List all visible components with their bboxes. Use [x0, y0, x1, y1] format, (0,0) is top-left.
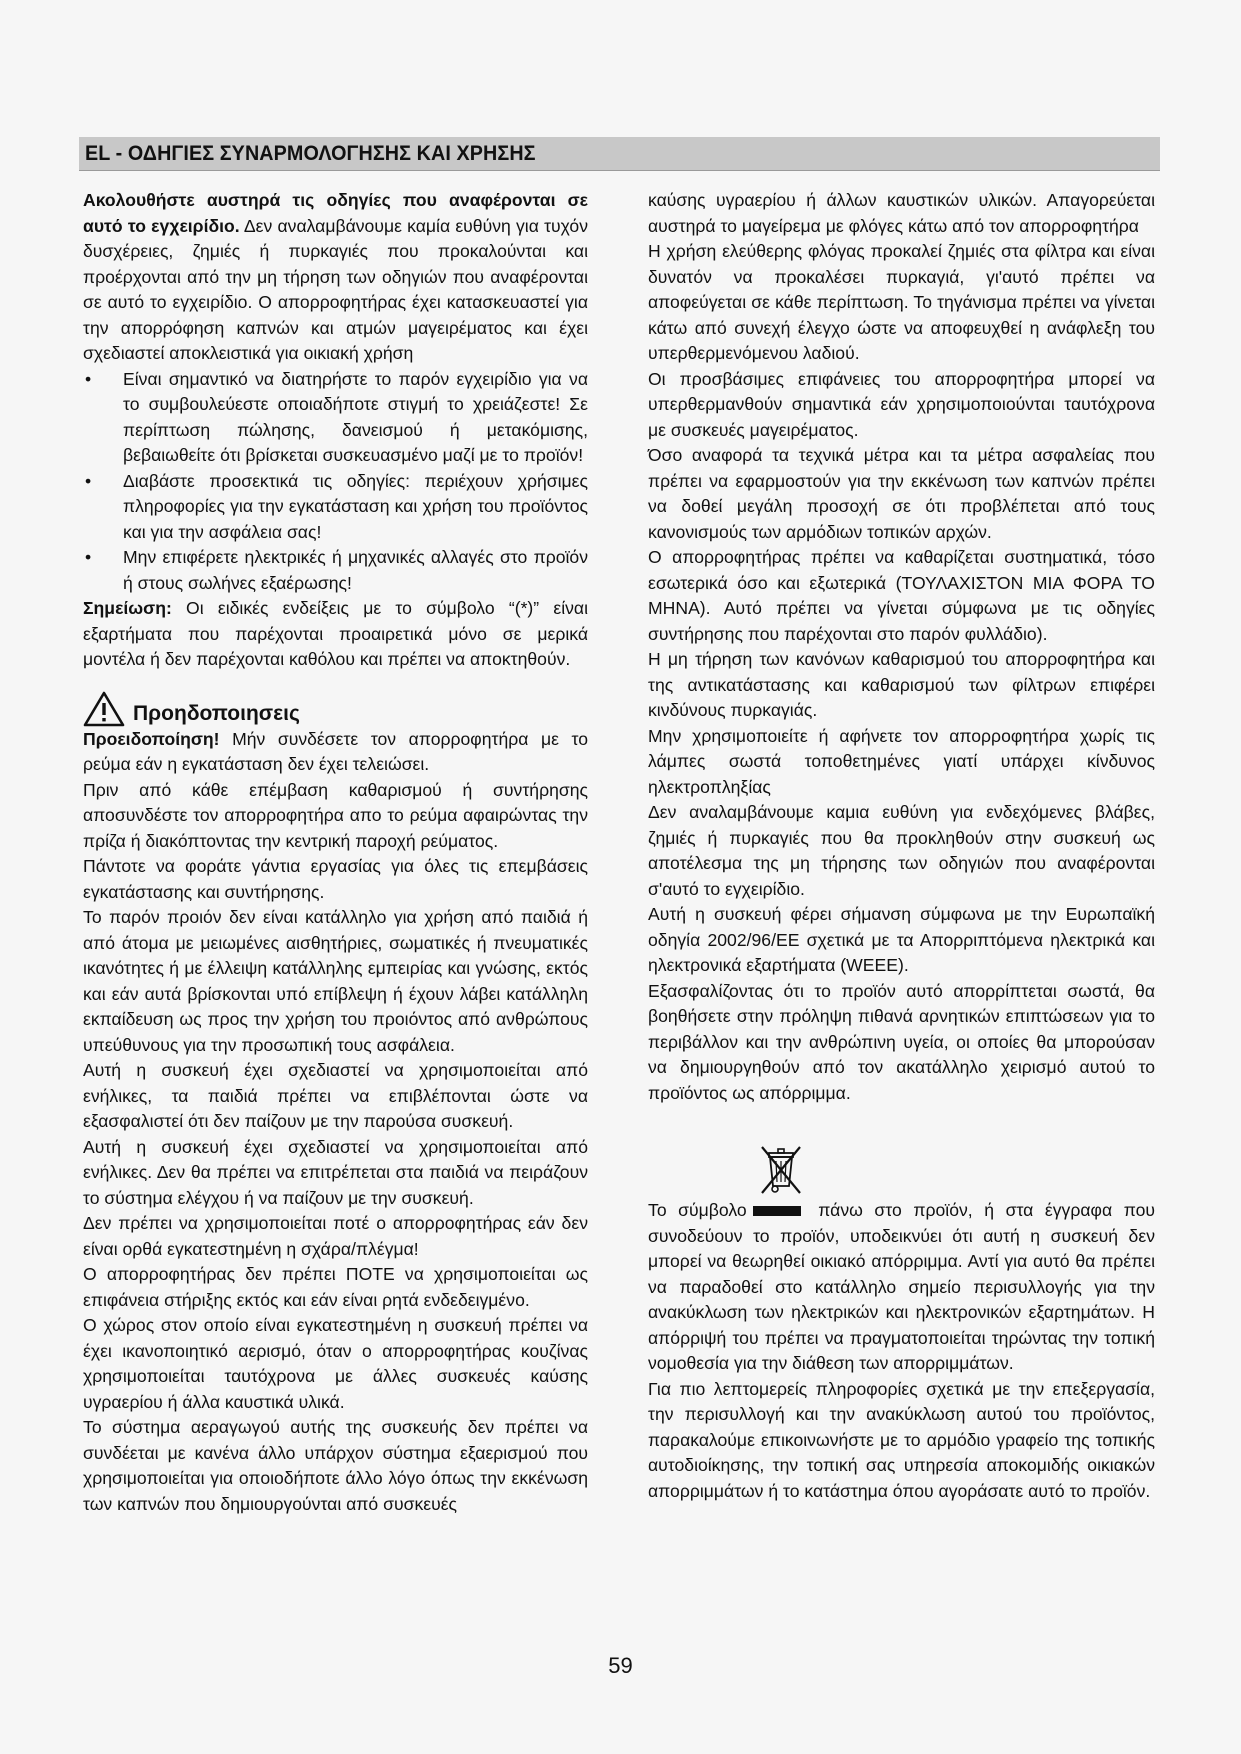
- note-text: Οι ειδικές ενδείξεις με το σύμβολο “(*)” είναι εξαρτήματα που παρέχονται προαιρετικά μόνο σε μερικά μοντέλα ή δεν παρέχονται καθόλου και πρέπει να αποκτηθούν.: [83, 598, 588, 669]
- note-paragraph: [83, 596, 588, 673]
- right-paragraph: Οι προσβάσιμες επιφάνειες του απορροφητήρα μπορεί να υπερθερμανθούν σημαντικά εάν χρησιμοποιούνται ταυτόχρονα με συσκευές μαγειρέματος.: [648, 368, 1155, 440]
- bullet-list: [83, 367, 588, 597]
- section-title: EL - ΟΔΗΓΙΕΣ ΣΥΝΑΡΜΟΛΟΓΗΣΗΣ ΚΑΙ ΧΡΗΣΗΣ: [85, 142, 536, 165]
- warnings-heading: [83, 687, 588, 727]
- right-paragraph: Η μη τήρηση των κανόνων καθαρισμού του απορροφητήρα και της αντικατάστασης και καθαρισμού των φίλτρων επιφέρει κινδύνους πυρκαγιάς.: [648, 649, 1155, 720]
- left-paragraph: Αυτή η συσκευή έχει σχεδιαστεί να χρησιμοποιείται από ενήλικες. Δεν θα πρέπει να επιτρέπεται στα παιδιά να πειράζουν το σύστημα ελέγχου ή να παίζουν με την συσκευή.: [83, 1136, 588, 1208]
- bullet-icon: •: [85, 368, 92, 389]
- symbol-text-before: Το σύμβολο: [648, 1200, 747, 1220]
- intro-paragraph: [83, 188, 588, 367]
- left-paragraph: Το σύστημα αεραγωγού αυτής της συσκευής δεν πρέπει να συνδέεται με κανένα άλλο υπάρχον σύστημα εξαερισμού που χρησιμοποιείται για οποιοδήποτε άλλο λόγο όπως την εκκένωση των καπνών που δημιουργούνται από συσκευές: [83, 1417, 588, 1514]
- left-paragraph: Ο χώρος στον οποίο είναι εγκατεστημένη η συσκευή πρέπει να έχει ικανοποιητικό αερισμό, όταν ο απορροφητήρας κουζίνας χρησιμοποιείται ταυτόχρονα με άλλες συσκευές καύσης υγραερίου ή άλλα καυστικά υλικά.: [83, 1315, 588, 1412]
- list-item: [83, 367, 588, 469]
- right-column: [648, 188, 1155, 1504]
- list-item: [83, 545, 588, 596]
- right-paragraph: Ο απορροφητήρας πρέπει να καθαρίζεται συστηματικά, τόσο εσωτερικά όσο και εξωτερικά (ΤΟΥΛΑΧΙΣΤΟΝ ΜΙΑ ΦΟΡΑ ΤΟ ΜΗΝΑ). Αυτό πρέπει να γίνεται σύμφωνα με τις οδηγίες συντήρησης που παρέχονται στο παρόν φυλλάδιο).: [648, 547, 1155, 644]
- bullet-icon: •: [85, 547, 92, 567]
- left-paragraph: Ο απορροφητήρας δεν πρέπει ΠΟΤΕ να χρησιμοποιείται ως επιφάνεια στήριξης εκτός και εάν είναι ρητά ενδεδειγμένο.: [83, 1264, 588, 1310]
- right-paragraph: Η χρήση ελεύθερης φλόγας προκαλεί ζημιές στα φίλτρα και είναι δυνατόν να προκαλέσει πυρκαγιά, γι'αυτό πρέπει να αποφεύγεται σε κάθε περίπτωση. Το τηγάνισμα πρέπει να γίνεται κάτω από συνεχή έλεγχο ώστε να αποφευχθεί η ανάφλεξη του υπερθερμενόμενου λαδιού.: [648, 241, 1155, 363]
- bullet-text: Είναι σημαντικό να διατηρήστε το παρόν εγχειρίδιο για να το συμβουλεύεστε οποιαδήποτε στιγμή το χρειάζεστε! Σε περίπτωση πώλησης, δανεισμού ή μετακόμισης, βεβαιωθείτε ότι βρίσκεται συσκευασμένο μαζί με το προϊόν!: [123, 368, 588, 465]
- bullet-text: Διαβάστε προσεκτικά τις οδηγίες: περιέχουν χρήσιμες πληροφορίες για την εγκατάσταση και χρήση του προϊόντος και για την ασφάλεια σας!: [123, 470, 588, 542]
- bullet-icon: •: [85, 470, 92, 491]
- right-paragraph: Δεν αναλαμβάνουμε καμια ευθύνη για ενδεχόμενες βλάβες, ζημιές ή πυρκαγιές που θα προκληθούν στην συσκευή ως αποτέλεσμα της μη τήρησης των οδηγιών που αναφέρονται σ'αυτό το εγχειρίδιο.: [648, 802, 1155, 899]
- symbol-text-after: πάνω στο προϊόν, ή στα έγγραφα που συνοδεύουν το προϊόν, υποδεικνύει ότι αυτή η συσκευή δεν μπορεί να θεωρηθεί οικιακό απόρριμμα. Αντί για αυτό θα πρέπει να παραδοθεί στο κατάλληλο σημείο περισυλλογής για την ανακύκλωση των ηλεκτρικών και ηλεκτρονικών εξαρτημάτων. Η απόρριψή του πρέπει να πραγματοποιείται τηρώντας την τοπική νομοθεσία για την διάθεση των απορριμμάτων.: [648, 1200, 1155, 1373]
- warning-label: Προειδοποίηση!: [83, 728, 220, 749]
- bullet-text: Μην επιφέρετε ηλεκτρικές ή μηχανικές αλλαγές στο προϊόν ή στους σωλήνες εξαέρωσης!: [123, 547, 588, 593]
- left-paragraph: Δεν πρέπει να χρησιμοποιείται ποτέ ο απορροφητήρας εάν δεν είναι ορθά εγκατεστημένη η σχάρα/πλέγμα!: [83, 1213, 588, 1259]
- symbol-paragraph: [648, 1198, 1155, 1377]
- weee-figure: [648, 1140, 1155, 1198]
- note-label: Σημείωση:: [83, 598, 172, 618]
- left-paragraph: Αυτή η συσκευή έχει σχεδιαστεί να χρησιμοποιείται από ενήλικες, τα παιδιά πρέπει να επιβλέπονται ώστε να εξασφαλιστεί ότι δεν παίζουν με την παρούσα συσκευή.: [83, 1060, 588, 1131]
- right-paragraph: καύσης υγραερίου ή άλλων καυστικών υλικών. Απαγορεύεται αυστηρά το μαγείρεμα με φλόγες κάτω από τον απορροφητήρα: [648, 190, 1155, 236]
- warning-paragraph: [83, 727, 588, 778]
- black-bar-symbol-icon: [753, 1206, 801, 1216]
- right-paragraph: Αυτή η συσκευή φέρει σήμανση σύμφωνα με την Ευρωπαϊκή οδηγία 2002/96/ΕΕ σχετικά με τα Απορριπτόμενα ηλεκτρικά και ηλεκτρονικά εξαρτήματα (WEEE).: [648, 904, 1155, 975]
- right-paragraph: Όσο αναφορά τα τεχνικά μέτρα και τα μέτρα ασφαλείας που πρέπει να εφαρμοστούν για την εκκένωση των καπνών πρέπει να δοθεί μεγάλη προσοχή σε ότι προβλέπεται από τους κανονισμούς των αρμόδιων τοπικών αρχών.: [648, 445, 1155, 542]
- warning-triangle-icon: [83, 691, 125, 727]
- section-header: [79, 137, 1160, 171]
- right-paragraph: Μην χρησιμοποιείτε ή αφήνετε τον απορροφητήρα χωρίς τις λάμπες σωστά τοποθετημένες γιατί υπάρχει κίνδυνος ηλεκτροπληξίας: [648, 725, 1155, 797]
- crossed-bin-icon: [758, 1144, 804, 1196]
- closing-paragraph: Για πιο λεπτομερείς πληροφορίες σχετικά με την επεξεργασία, την περισυλλογή και την ανακύκλωση αυτού του προϊόντος, παρακαλούμε επικοινωνήστε με το αρμόδιο γραφείο της τοπικής αυτοδιοίκησης, την τοπική σας υπηρεσία αποκομιδής οικιακών απορριμμάτων ή το κατάστημα όπου αγοράσατε αυτό το προϊόν.: [648, 1378, 1155, 1501]
- page-number: 59: [608, 1653, 633, 1678]
- left-column: [83, 188, 588, 1517]
- warnings-title: Προηδοποιησεις: [133, 701, 300, 725]
- left-paragraph: Πάντοτε να φοράτε γάντια εργασίας για όλες τις επεμβάσεις εγκατάστασης και συντήρησης.: [83, 856, 588, 902]
- intro-bold: Ακολουθήστε αυστηρά τις οδηγίες που αναφέρονται σε αυτό το εγχειρίδιο.: [83, 190, 588, 236]
- left-paragraph: Πριν από κάθε επέμβαση καθαρισμού ή συντήρησης αποσυνδέστε τον απορροφητήρα απο το ρεύμα αφαιρώντας την πρίζα ή διακόπτοντας την κεντρική παροχή ρεύματος.: [83, 779, 588, 851]
- warning-text: Μήν συνδέσετε τον απορροφητήρα με το ρεύμα εάν η εγκατάσταση δεν έχει τελειώσει.: [83, 728, 588, 774]
- list-item: [83, 469, 588, 546]
- left-paragraph: Το παρόν προιόν δεν είναι κατάλληλο για χρήση από παιδιά ή από άτομα με μειωμένες αισθητήριες, σωματικές ή πνευματικές ικανότητες ή με έλλειψη κατάλληλης εμπειρίας και γνώσης, εκτός και εάν αυτά βρίσκονται υπό επίβλεψη ή έχουν λάβει κατάλληλη εκπαίδευση ως προς την χρήση του προιόντος από ανθρώπους υπεύθυνους για την προσωπική τους ασφάλεια.: [83, 907, 588, 1055]
- intro-text: Δεν αναλαμβάνουμε καμία ευθύνη για τυχόν δυσχέρειες, ζημιές ή πυρκαγιές που προκαλούνται και προέρχονται από την μη τήρηση των οδηγιών που αναφέρονται σε αυτό το εγχειρίδιο. Ο απορροφητήρας έχει κατασκευαστεί για την απορρόφηση καπνών και ατμών μαγειρέματος και έχει σχεδιαστεί αποκλειστικά για οικιακή χρήση: [83, 215, 588, 363]
- right-paragraph: Εξασφαλίζοντας ότι το προϊόν αυτό απορρίπτεται σωστά, θα βοηθήσετε στην πρόληψη πιθανά αρνητικών επιπτώσεων για το περιβάλλον και την ανθρώπινη υγεία, οι οποίες θα μπορούσαν να δημιουργηθούν από τον ακατάλληλο χειρισμό αυτού το προϊόντος ως απόρριμμα.: [648, 980, 1155, 1103]
